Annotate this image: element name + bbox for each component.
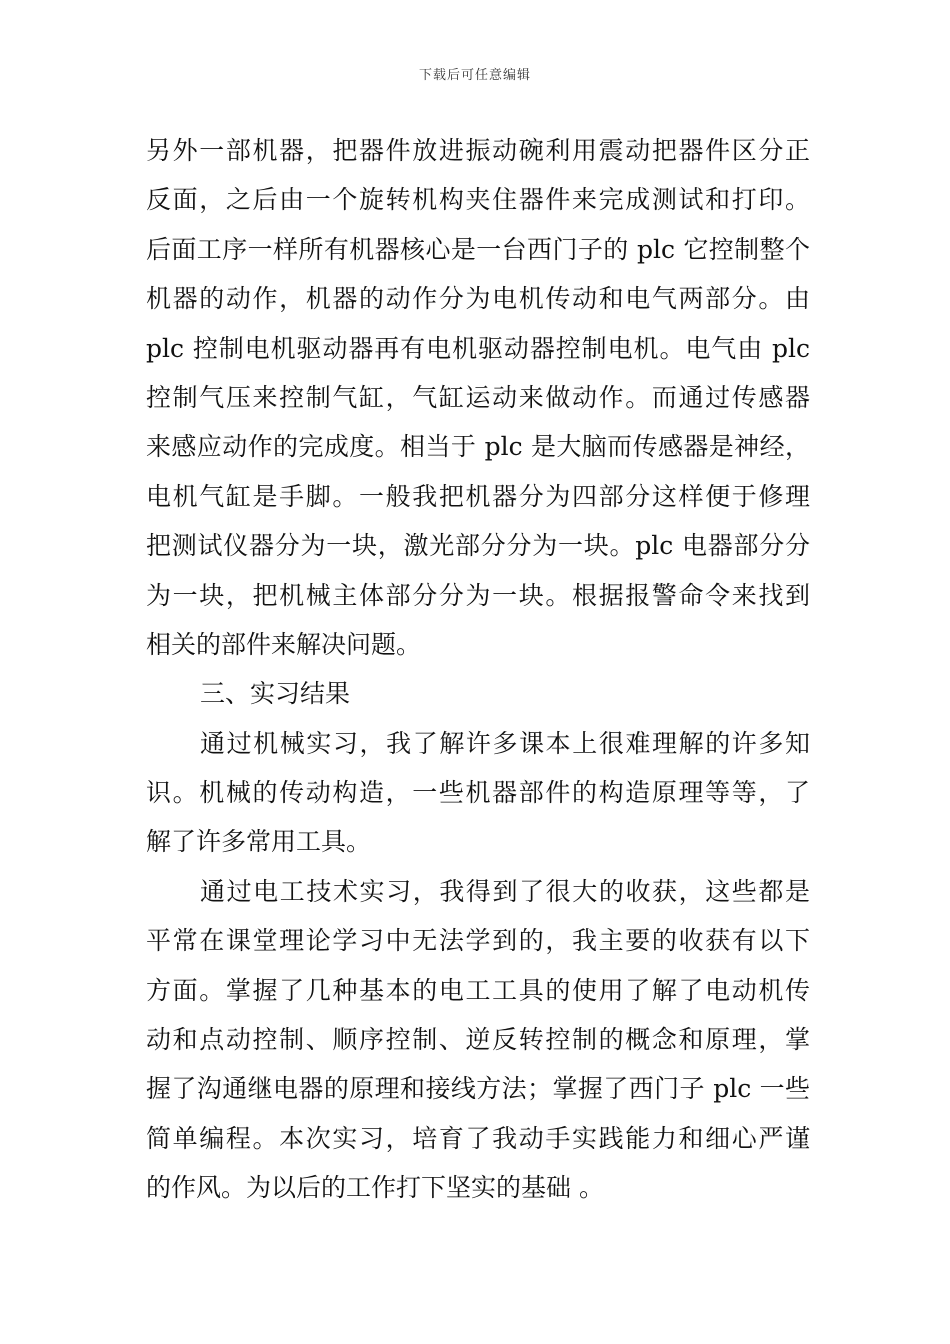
- text-line: 后面工序一样所有机器核心是一台西门子的 plc 它控制整个: [146, 234, 810, 264]
- text-line: 方面。掌握了几种基本的电工工具的使用了解了电动机传: [146, 975, 810, 1005]
- text-line: 控制气压来控制气缸，气缸运动来做动作。而通过传感器: [146, 382, 810, 412]
- text-line: 来感应动作的完成度。相当于 plc 是大脑而传感器是神经，: [146, 432, 810, 462]
- text-line: 的作风。为以后的工作打下坚实的基础 。: [146, 1173, 604, 1203]
- page-header: 下载后可任意编辑: [418, 68, 531, 83]
- text-line: 机器的动作，机器的动作分为电机传动和电气两部分。由: [146, 284, 810, 314]
- text-line: 通过电工技术实习，我得到了很大的收获，这些都是: [200, 876, 810, 906]
- text-line: 电机气缸是手脚。一般我把机器分为四部分这样便于修理: [146, 481, 810, 511]
- text-line: 为一块，把机械主体部分分为一块。根据报警命令来找到: [146, 580, 810, 610]
- text-line: 通过机械实习，我了解许多课本上很难理解的许多知: [200, 728, 810, 758]
- text-line: 平常在课堂理论学习中无法学到的，我主要的收获有以下: [146, 926, 810, 956]
- text-line: 简单编程。本次实习，培育了我动手实践能力和细心严谨: [146, 1123, 810, 1153]
- text-line: 识。机械的传动构造，一些机器部件的构造原理等等，了: [146, 778, 810, 808]
- text-line: 反面，之后由一个旋转机构夹住器件来完成测试和打印。: [146, 185, 810, 215]
- document-body: [146, 126, 810, 1213]
- text-line: 解了许多常用工具。: [146, 827, 372, 857]
- text-line: 把测试仪器分为一块，激光部分分为一块。plc 电器部分分: [146, 531, 810, 561]
- text-line: 握了沟通继电器的原理和接线方法；掌握了西门子 plc 一些: [146, 1074, 810, 1104]
- text-line: 另外一部机器，把器件放进振动碗利用震动把器件区分正: [146, 136, 810, 165]
- text-line: 相关的部件来解决问题。: [146, 629, 422, 659]
- text-line: plc 控制电机驱动器再有电机驱动器控制电机。电气由 plc: [146, 333, 810, 363]
- text-line: 动和点动控制、顺序控制、逆反转控制的概念和原理，掌: [146, 1025, 810, 1055]
- section-heading: 三、实习结果: [200, 679, 351, 709]
